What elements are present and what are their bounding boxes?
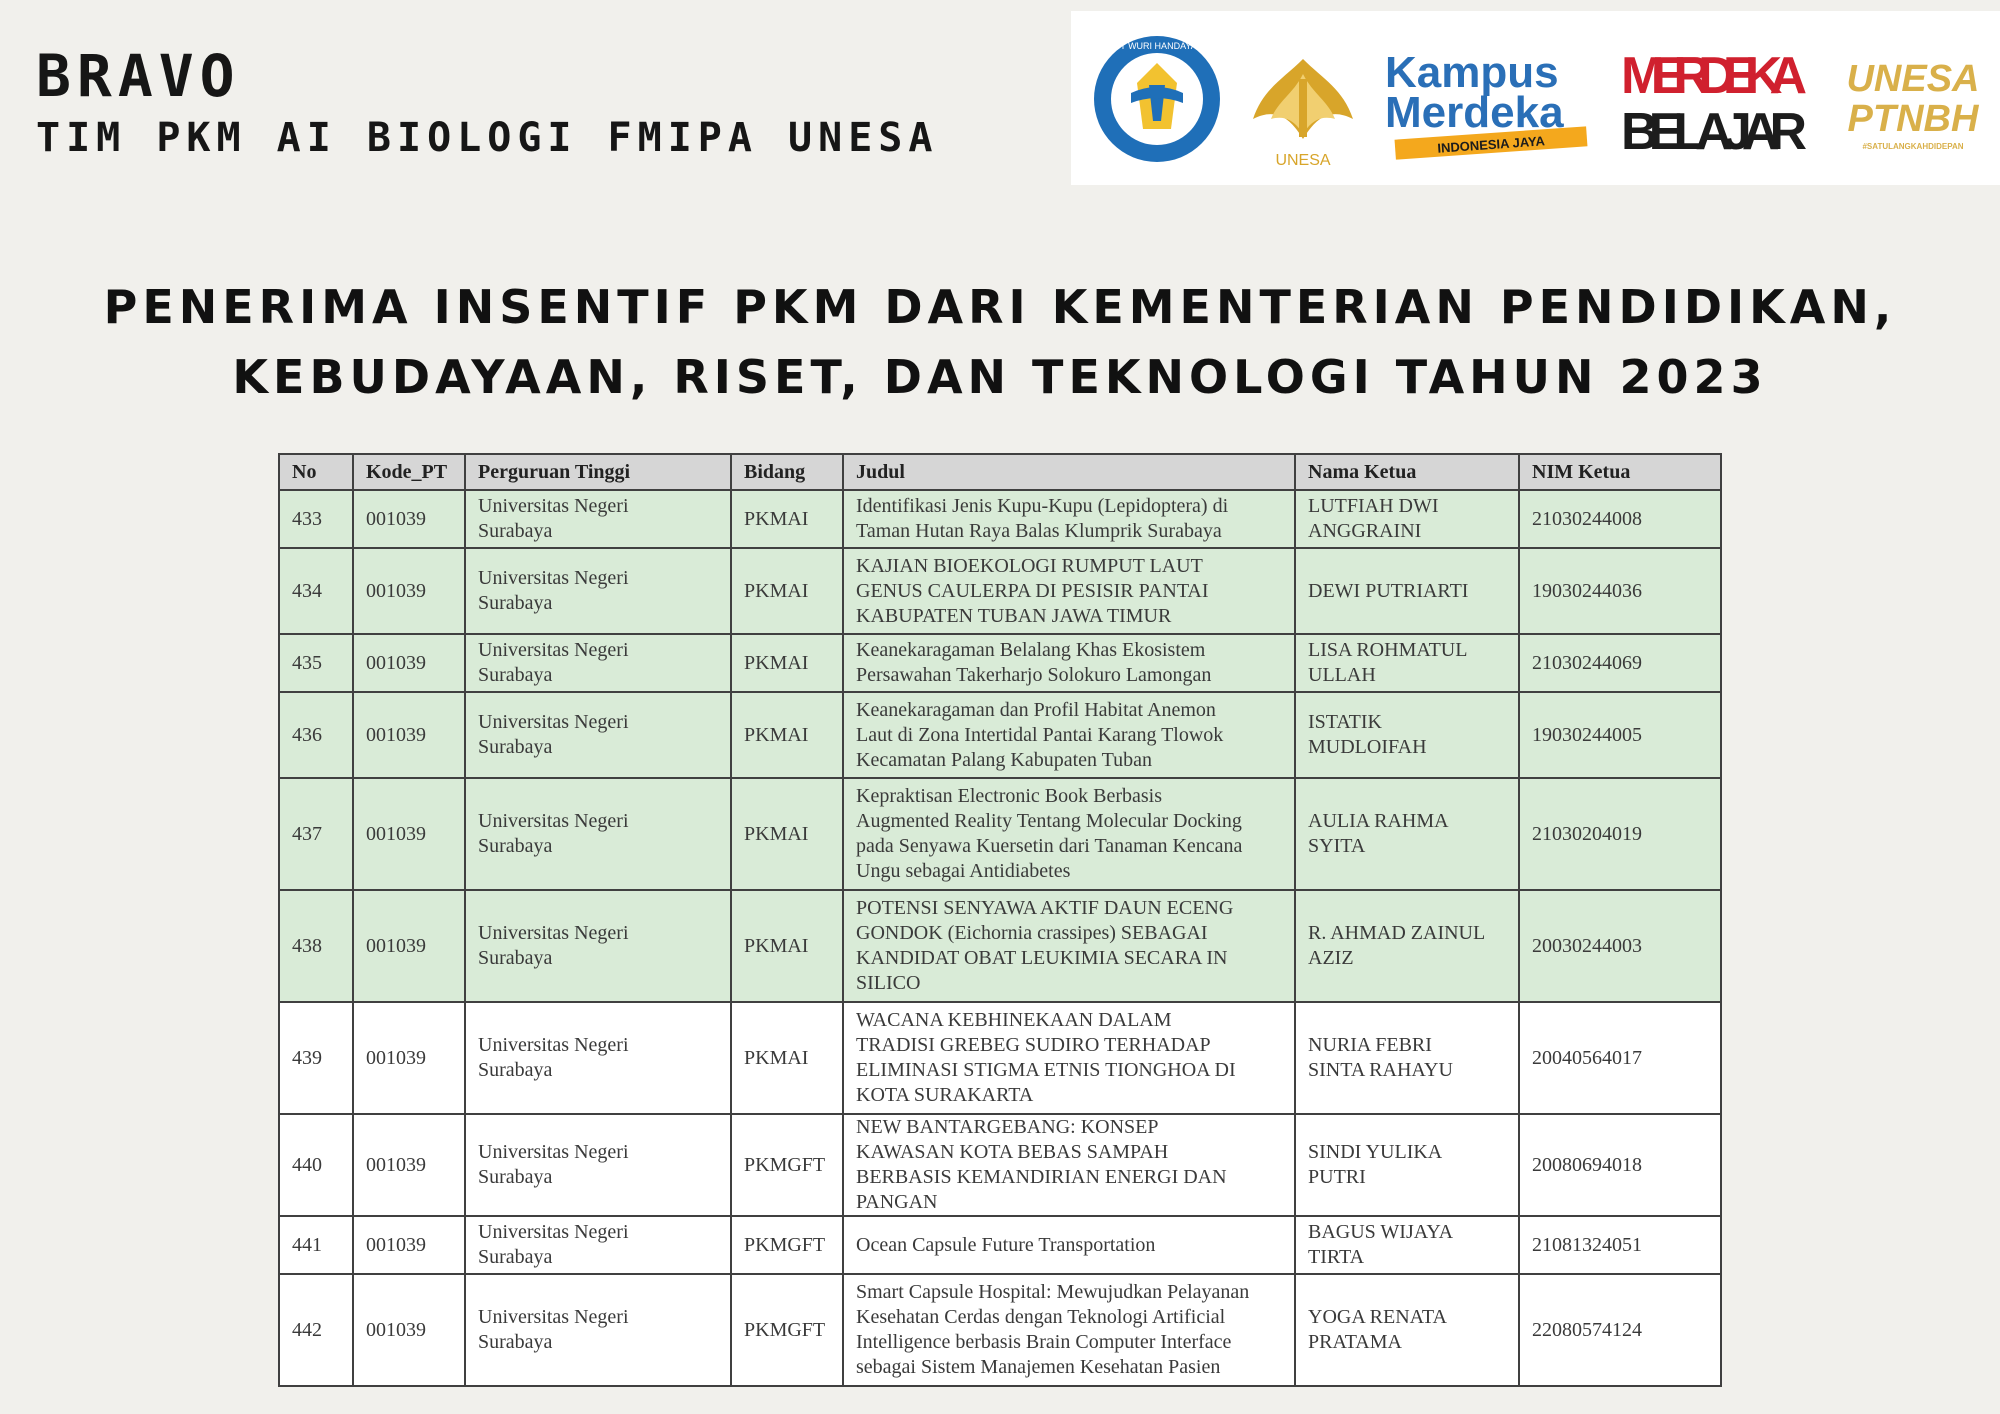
- judul-line: Identifikasi Jenis Kupu-Kupu (Lepidoptera) di: [856, 495, 1229, 517]
- judul-line: POTENSI SENYAWA AKTIF DAUN ECENG: [856, 897, 1234, 919]
- cell-no: 439: [279, 1002, 353, 1114]
- kampus-line1: Kampus: [1385, 48, 1559, 97]
- pt-line: Surabaya: [478, 1331, 553, 1353]
- cell-no: 435: [279, 634, 353, 692]
- cell-nama-ketua: [1295, 692, 1519, 778]
- brand-title: BRAVO: [36, 42, 241, 110]
- unesa-logo: [1243, 39, 1363, 179]
- table-row: [279, 1274, 1721, 1386]
- pt-line: Surabaya: [478, 835, 553, 857]
- col-header-perguruan-tinggi: Perguruan Tinggi: [465, 454, 731, 490]
- cell-perguruan-tinggi: [465, 1274, 731, 1386]
- pt-line: Universitas Negeri: [478, 567, 629, 589]
- cell-kode-pt: 001039: [353, 1216, 465, 1274]
- cell-nim-ketua: 21030204019: [1519, 778, 1721, 890]
- cell-nim-ketua: 22080574124: [1519, 1274, 1721, 1386]
- ketua-line: NURIA FEBRI: [1308, 1034, 1432, 1056]
- col-header-judul: Judul: [843, 454, 1295, 490]
- cell-kode-pt: 001039: [353, 692, 465, 778]
- judul-line: BERBASIS KEMANDIRIAN ENERGI DAN: [856, 1166, 1227, 1188]
- ptnbh-line1: UNESA: [1846, 58, 1980, 100]
- cell-judul: [843, 1114, 1295, 1216]
- kampus-tagline: INDONESIA JAYA: [1436, 133, 1546, 156]
- cell-no: 437: [279, 778, 353, 890]
- merdeka-line2: BELAJAR: [1621, 103, 1807, 161]
- cell-no: 440: [279, 1114, 353, 1216]
- cell-nama-ketua: [1295, 1114, 1519, 1216]
- judul-line: GENUS CAULERPA DI PESISIR PANTAI: [856, 579, 1209, 602]
- pt-line: Surabaya: [478, 1246, 553, 1268]
- pt-line: Universitas Negeri: [478, 1141, 629, 1163]
- ketua-line: PUTRI: [1308, 1166, 1366, 1188]
- logo-band: [1071, 11, 2000, 185]
- judul-line: Keanekaragaman Belalang Khas Ekosistem: [856, 639, 1206, 661]
- cell-kode-pt: 001039: [353, 548, 465, 634]
- cell-bidang: PKMAI: [731, 692, 843, 778]
- pt-line: Universitas Negeri: [478, 1221, 629, 1243]
- cell-perguruan-tinggi: [465, 692, 731, 778]
- judul-line: Taman Hutan Raya Balas Klumprik Surabaya: [856, 520, 1222, 542]
- table-row: [279, 778, 1721, 890]
- ketua-line: ULLAH: [1308, 664, 1376, 686]
- pt-line: Surabaya: [478, 592, 553, 614]
- ketua-line: PRATAMA: [1308, 1331, 1402, 1353]
- judul-line: ELIMINASI STIGMA ETNIS TIONGHOA DI: [856, 1059, 1236, 1081]
- judul-line: Ocean Capsule Future Transportation: [856, 1233, 1156, 1256]
- brand-subtitle: TIM PKM AI BIOLOGI FMIPA UNESA: [36, 115, 939, 161]
- ketua-line: YOGA RENATA: [1308, 1306, 1447, 1328]
- cell-kode-pt: 001039: [353, 890, 465, 1002]
- pt-line: Surabaya: [478, 736, 553, 758]
- ketua-line: R. AHMAD ZAINUL: [1308, 922, 1486, 944]
- kemdikbud-logo: [1091, 33, 1223, 165]
- ketua-line: MUDLOIFAH: [1308, 736, 1427, 758]
- table-row: [279, 634, 1721, 692]
- cell-nim-ketua: 19030244005: [1519, 692, 1721, 778]
- cell-no: 438: [279, 890, 353, 1002]
- cell-nama-ketua: [1295, 1216, 1519, 1274]
- cell-judul: [843, 778, 1295, 890]
- pt-line: Surabaya: [478, 520, 553, 542]
- judul-line: Laut di Zona Intertidal Pantai Karang Tlowok: [856, 723, 1224, 746]
- cell-nama-ketua: [1295, 890, 1519, 1002]
- table-row: [279, 490, 1721, 548]
- judul-line: KANDIDAT OBAT LEUKIMIA SECARA IN: [856, 947, 1228, 969]
- cell-no: 441: [279, 1216, 353, 1274]
- judul-line: KAWASAN KOTA BEBAS SAMPAH: [856, 1141, 1169, 1163]
- cell-perguruan-tinggi: [465, 890, 731, 1002]
- ptnbh-line2: PTNBH: [1847, 98, 1979, 140]
- cell-bidang: PKMAI: [731, 634, 843, 692]
- cell-perguruan-tinggi: [465, 1002, 731, 1114]
- cell-nama-ketua: [1295, 778, 1519, 890]
- table-row: [279, 1002, 1721, 1114]
- kemdikbud-text: TUT WURI HANDAYANI: [1108, 41, 1206, 51]
- cell-no: 433: [279, 490, 353, 548]
- cell-perguruan-tinggi: [465, 490, 731, 548]
- merdeka-line1: MERDEKA: [1621, 47, 1807, 105]
- judul-line: NEW BANTARGEBANG: KONSEP: [856, 1116, 1159, 1138]
- cell-nim-ketua: 20040564017: [1519, 1002, 1721, 1114]
- judul-line: pada Senyawa Kuersetin dari Tanaman Kencana: [856, 835, 1243, 857]
- heading-line-2: KEBUDAYAAN, RISET, DAN TEKNOLOGI TAHUN 2023: [232, 350, 1768, 404]
- judul-line: Augmented Reality Tentang Molecular Docking: [856, 810, 1242, 832]
- judul-line: WACANA KEBHINEKAAN DALAM: [856, 1009, 1172, 1031]
- judul-line: Kesehatan Cerdas dengan Teknologi Artificial: [856, 1306, 1226, 1328]
- ketua-line: SINDI YULIKA: [1308, 1141, 1443, 1163]
- kampus-merdeka-logo: [1381, 41, 1591, 161]
- table-header-row: [279, 454, 1721, 490]
- cell-perguruan-tinggi: [465, 778, 731, 890]
- pt-line: Surabaya: [478, 1166, 553, 1188]
- judul-line: Ungu sebagai Antidiabetes: [856, 860, 1071, 882]
- cell-bidang: PKMAI: [731, 548, 843, 634]
- cell-bidang: PKMAI: [731, 1002, 843, 1114]
- cell-judul: [843, 634, 1295, 692]
- cell-nama-ketua: [1295, 1002, 1519, 1114]
- cell-nim-ketua: 20080694018: [1519, 1114, 1721, 1216]
- pt-line: Surabaya: [478, 1059, 553, 1081]
- ketua-line: AULIA RAHMA: [1308, 810, 1449, 832]
- judul-line: Kepraktisan Electronic Book Berbasis: [856, 785, 1163, 807]
- judul-line: sebagai Sistem Manajemen Kesehatan Pasien: [856, 1356, 1221, 1378]
- judul-line: Smart Capsule Hospital: Mewujudkan Pelayanan: [856, 1281, 1250, 1303]
- cell-judul: [843, 1216, 1295, 1274]
- judul-line: Kecamatan Palang Kabupaten Tuban: [856, 748, 1153, 771]
- ketua-line: LUTFIAH DWI: [1308, 495, 1439, 517]
- page-heading: [0, 272, 2000, 412]
- table-row: [279, 548, 1721, 634]
- judul-line: Intelligence berbasis Brain Computer Interface: [856, 1331, 1232, 1353]
- cell-bidang: PKMAI: [731, 490, 843, 548]
- cell-kode-pt: 001039: [353, 634, 465, 692]
- cell-nim-ketua: 21030244008: [1519, 490, 1721, 548]
- unesa-ptnbh-logo: [1831, 49, 1996, 159]
- judul-line: SILICO: [856, 972, 921, 994]
- cell-kode-pt: 001039: [353, 490, 465, 548]
- cell-nim-ketua: 19030244036: [1519, 548, 1721, 634]
- pt-line: Surabaya: [478, 947, 553, 969]
- cell-bidang: PKMGFT: [731, 1114, 843, 1216]
- table-row: [279, 1114, 1721, 1216]
- judul-line: KAJIAN BIOEKOLOGI RUMPUT LAUT: [856, 554, 1203, 577]
- kampus-line2: Merdeka: [1385, 88, 1564, 137]
- cell-bidang: PKMGFT: [731, 1216, 843, 1274]
- unesa-label: UNESA: [1275, 152, 1331, 169]
- cell-kode-pt: 001039: [353, 1114, 465, 1216]
- cell-bidang: PKMAI: [731, 778, 843, 890]
- ketua-line: DEWI PUTRIARTI: [1308, 579, 1469, 602]
- pt-line: Universitas Negeri: [478, 1306, 629, 1328]
- merdeka-belajar-logo: [1619, 43, 1809, 163]
- judul-line: KABUPATEN TUBAN JAWA TIMUR: [856, 604, 1172, 627]
- cell-nama-ketua: [1295, 1274, 1519, 1386]
- cell-kode-pt: 001039: [353, 1002, 465, 1114]
- cell-perguruan-tinggi: [465, 634, 731, 692]
- pt-line: Universitas Negeri: [478, 1034, 629, 1056]
- cell-nama-ketua: [1295, 490, 1519, 548]
- recipients-table: [278, 453, 1722, 1387]
- ketua-line: TIRTA: [1308, 1246, 1365, 1268]
- cell-perguruan-tinggi: [465, 548, 731, 634]
- ketua-line: ISTATIK: [1308, 711, 1382, 733]
- cell-perguruan-tinggi: [465, 1114, 731, 1216]
- ptnbh-tag: #SATULANGKAHDIDEPAN: [1862, 142, 1964, 151]
- judul-line: GONDOK (Eichornia crassipes) SEBAGAI: [856, 922, 1208, 944]
- judul-line: TRADISI GREBEG SUDIRO TERHADAP: [856, 1034, 1211, 1056]
- pt-line: Universitas Negeri: [478, 639, 629, 661]
- heading-line-1: PENERIMA INSENTIF PKM DARI KEMENTERIAN PENDIDIKAN,: [103, 280, 1897, 334]
- pt-line: Surabaya: [478, 664, 553, 686]
- table-row: [279, 692, 1721, 778]
- ketua-line: AZIZ: [1308, 947, 1354, 969]
- cell-no: 434: [279, 548, 353, 634]
- cell-nama-ketua: [1295, 634, 1519, 692]
- judul-line: KOTA SURAKARTA: [856, 1084, 1034, 1106]
- cell-nim-ketua: 21081324051: [1519, 1216, 1721, 1274]
- cell-no: 436: [279, 692, 353, 778]
- col-header-kode-pt: Kode_PT: [353, 454, 465, 490]
- pt-line: Universitas Negeri: [478, 495, 629, 517]
- cell-kode-pt: 001039: [353, 778, 465, 890]
- cell-judul: [843, 490, 1295, 548]
- ketua-line: SINTA RAHAYU: [1308, 1059, 1453, 1081]
- col-header-nim-ketua: NIM Ketua: [1519, 454, 1721, 490]
- cell-nim-ketua: 21030244069: [1519, 634, 1721, 692]
- cell-no: 442: [279, 1274, 353, 1386]
- cell-judul: [843, 548, 1295, 634]
- cell-judul: [843, 692, 1295, 778]
- cell-judul: [843, 1274, 1295, 1386]
- judul-line: Persawahan Takerharjo Solokuro Lamongan: [856, 664, 1212, 686]
- col-header-bidang: Bidang: [731, 454, 843, 490]
- pt-line: Universitas Negeri: [478, 711, 629, 733]
- pt-line: Universitas Negeri: [478, 922, 629, 944]
- col-header-no: No: [279, 454, 353, 490]
- cell-nim-ketua: 20030244003: [1519, 890, 1721, 1002]
- brand-header: [36, 40, 938, 164]
- cell-judul: [843, 1002, 1295, 1114]
- cell-judul: [843, 890, 1295, 1002]
- ketua-line: BAGUS WIJAYA: [1308, 1221, 1454, 1243]
- cell-bidang: PKMAI: [731, 890, 843, 1002]
- ketua-line: LISA ROHMATUL: [1308, 639, 1468, 661]
- pt-line: Universitas Negeri: [478, 810, 629, 832]
- table-row: [279, 890, 1721, 1002]
- col-header-nama-ketua: Nama Ketua: [1295, 454, 1519, 490]
- cell-perguruan-tinggi: [465, 1216, 731, 1274]
- judul-line: Keanekaragaman dan Profil Habitat Anemon: [856, 698, 1216, 721]
- table-row: [279, 1216, 1721, 1274]
- ketua-line: ANGGRAINI: [1308, 520, 1422, 542]
- cell-bidang: PKMGFT: [731, 1274, 843, 1386]
- cell-nama-ketua: [1295, 548, 1519, 634]
- cell-kode-pt: 001039: [353, 1274, 465, 1386]
- ketua-line: SYITA: [1308, 835, 1366, 857]
- judul-line: PANGAN: [856, 1191, 938, 1213]
